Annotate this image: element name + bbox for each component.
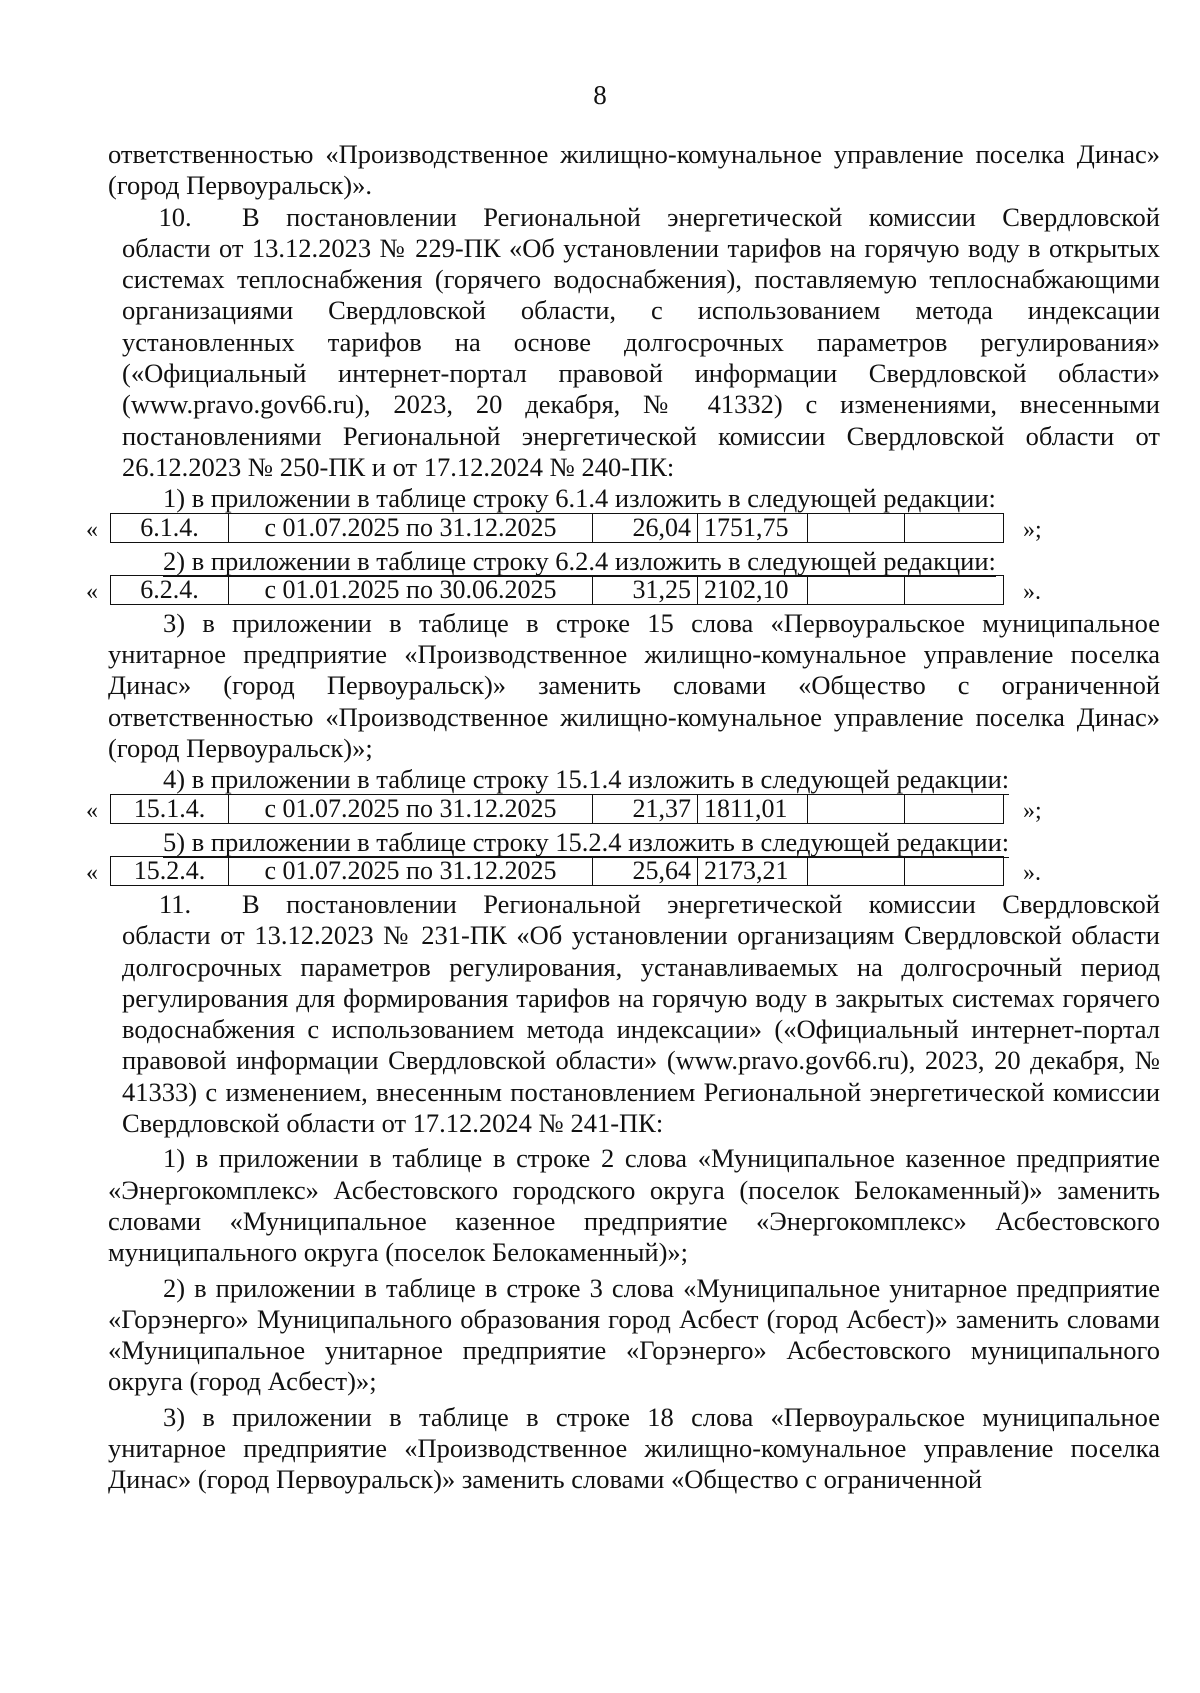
table-row-15-1-4 [86, 793, 1160, 827]
cell-value-3 [808, 794, 905, 823]
cell-value-2: 1811,01 [698, 794, 808, 823]
clause-11-sub-2: 2) в приложении в таблице в строке 3 слова «Муниципальное унитарное предприятие «Горэнерго» Муниципального образования город Асбест (город Асбест)» заменить словами «Муниципальное унитарное предприятие «Горэнерго» Асбестовского муниципального округа (город Асбест)»; [108, 1272, 1160, 1397]
quote-open: « [86, 797, 98, 824]
clause-10-sub-4-text: 4) в приложении в таблице строку 15.1.4 изложить в следующей редакции: [163, 764, 1010, 795]
cell-value-2: 1751,75 [698, 513, 808, 542]
clause-10-sub-4 [108, 764, 1160, 795]
cell-value-3 [808, 575, 905, 604]
cell-period: с 01.01.2025 по 30.06.2025 [229, 575, 593, 604]
cell-value-2: 2173,21 [698, 856, 808, 885]
tariff-table-row [110, 575, 1004, 605]
table-row-15-2-4 [86, 855, 1160, 889]
quote-close: ». [1023, 859, 1041, 886]
cell-period: с 01.07.2025 по 31.12.2025 [229, 794, 593, 823]
clause-10-number: 10. [158, 201, 192, 232]
cell-value-3 [808, 856, 905, 885]
quote-close: »; [1023, 797, 1042, 824]
clause-10-sub-1 [108, 483, 1160, 514]
intro-paragraph: ответственностью «Производственное жилищно-комунальное управление поселка Динас» (город Первоуральск)». [108, 139, 1160, 201]
quote-open: « [86, 859, 98, 886]
cell-value-1: 31,25 [593, 575, 698, 604]
clause-11-sub-3: 3) в приложении в таблице в строке 18 слова «Первоуральское муниципальное унитарное предприятие «Производственное жилищно-комунальное управление поселка Динас» (город Первоуральск)» заменить словами «Общество с ограниченной [108, 1401, 1160, 1495]
clause-11-sub-1: 1) в приложении в таблице в строке 2 слова «Муниципальное казенное предприятие «Энергокомплекс» Асбестовского городского округа (поселок Белокаменный)» заменить словами «Муниципальное казенное предприятие «Энергокомплекс» Асбестовского муниципального округа (поселок Белокаменный)»; [108, 1143, 1160, 1268]
table-row-6-2-4 [86, 574, 1160, 608]
clause-10-sub-1-text: 1) в приложении в таблице строку 6.1.4 изложить в следующей редакции: [163, 483, 996, 514]
clause-11-first-line: В постановлении Региональной энергетической комиссии Свердловской [242, 888, 1160, 919]
cell-value-1: 26,04 [593, 513, 698, 542]
page-number: 8 [593, 80, 607, 110]
clause-11 [108, 889, 1160, 1496]
cell-value-4 [905, 794, 1004, 823]
table-row-6-1-4 [86, 512, 1160, 546]
tariff-table-row [110, 513, 1004, 543]
tariff-table-row [110, 856, 1004, 886]
quote-close: ». [1023, 578, 1041, 605]
clause-11-number: 11. [158, 888, 192, 919]
cell-value-3 [808, 513, 905, 542]
clause-11-body: области от 13.12.2023 № 231-ПК «Об установлении организациям Свердловской области долгосрочных параметров регулирования, устанавливаемых на долгосрочный период регулирования для формирования тарифов на горячую воду в закрытых системах горячего водоснабжения с использованием метода индексации» («Официальный интернет-портал правовой информации Свердловской области» (www.pravo.gov66.ru), 2023, 20 декабря, № 41333) с изменением, внесенным постановлением Региональной энергетической комиссии Свердловской области от 17.12.2024 № 241-ПК: [122, 920, 1160, 1139]
clause-10-first-line: В постановлении Региональной энергетической комиссии Свердловской [242, 201, 1160, 232]
clause-10-sub-2-text: 2) в приложении в таблице строку 6.2.4 изложить в следующей редакции: [163, 545, 996, 576]
cell-value-1: 25,64 [593, 856, 698, 885]
cell-code: 15.1.4. [111, 794, 229, 823]
cell-period: с 01.07.2025 по 31.12.2025 [229, 856, 593, 885]
cell-value-4 [905, 513, 1004, 542]
cell-code: 15.2.4. [111, 856, 229, 885]
tariff-table-row [110, 794, 1004, 824]
cell-code: 6.1.4. [111, 513, 229, 542]
cell-value-1: 21,37 [593, 794, 698, 823]
quote-open: « [86, 578, 98, 605]
clause-10-head [108, 202, 1160, 233]
clause-10-sub-5-text: 5) в приложении в таблице строку 15.2.4 изложить в следующей редакции: [163, 826, 1010, 857]
cell-value-4 [905, 575, 1004, 604]
clause-10-sub-5 [108, 827, 1160, 858]
clause-10-body: области от 13.12.2023 № 229-ПК «Об установлении тарифов на горячую воду в открытых системах теплоснабжения (горячего водоснабжения), поставляемую теплоснабжающими организациями Свердловской области, с использованием метода индексации установленных тарифов на основе долгосрочных параметров регулирования» («Официальный интернет-портал правовой информации Свердловской области» (www.pravo.gov66.ru), 2023, 20 декабря, № 41332) с изменениями, внесенными постановлениями Региональной энергетической комиссии Свердловской области от 26.12.2023 № 250-ПК и от 17.12.2024 № 240-ПК: [122, 232, 1160, 482]
quote-close: »; [1023, 516, 1042, 543]
document-body [86, 139, 1160, 1496]
clause-11-head [108, 889, 1160, 920]
cell-value-2: 2102,10 [698, 575, 808, 604]
cell-code: 6.2.4. [111, 575, 229, 604]
cell-period: с 01.07.2025 по 31.12.2025 [229, 513, 593, 542]
quote-open: « [86, 516, 98, 543]
clause-10-sub-3: 3) в приложении в таблице в строке 15 слова «Первоуральское муниципальное унитарное предприятие «Производственное жилищно-комунальное управление поселка Динас» (город Первоуральск)» заменить словами «Общество с ограниченной ответственностью «Производственное жилищно-комунальное управление поселка Динас» (город Первоуральск)»; [108, 607, 1160, 764]
clause-10-sub-2 [108, 546, 1160, 577]
clause-10 [86, 201, 1160, 889]
cell-value-4 [905, 856, 1004, 885]
